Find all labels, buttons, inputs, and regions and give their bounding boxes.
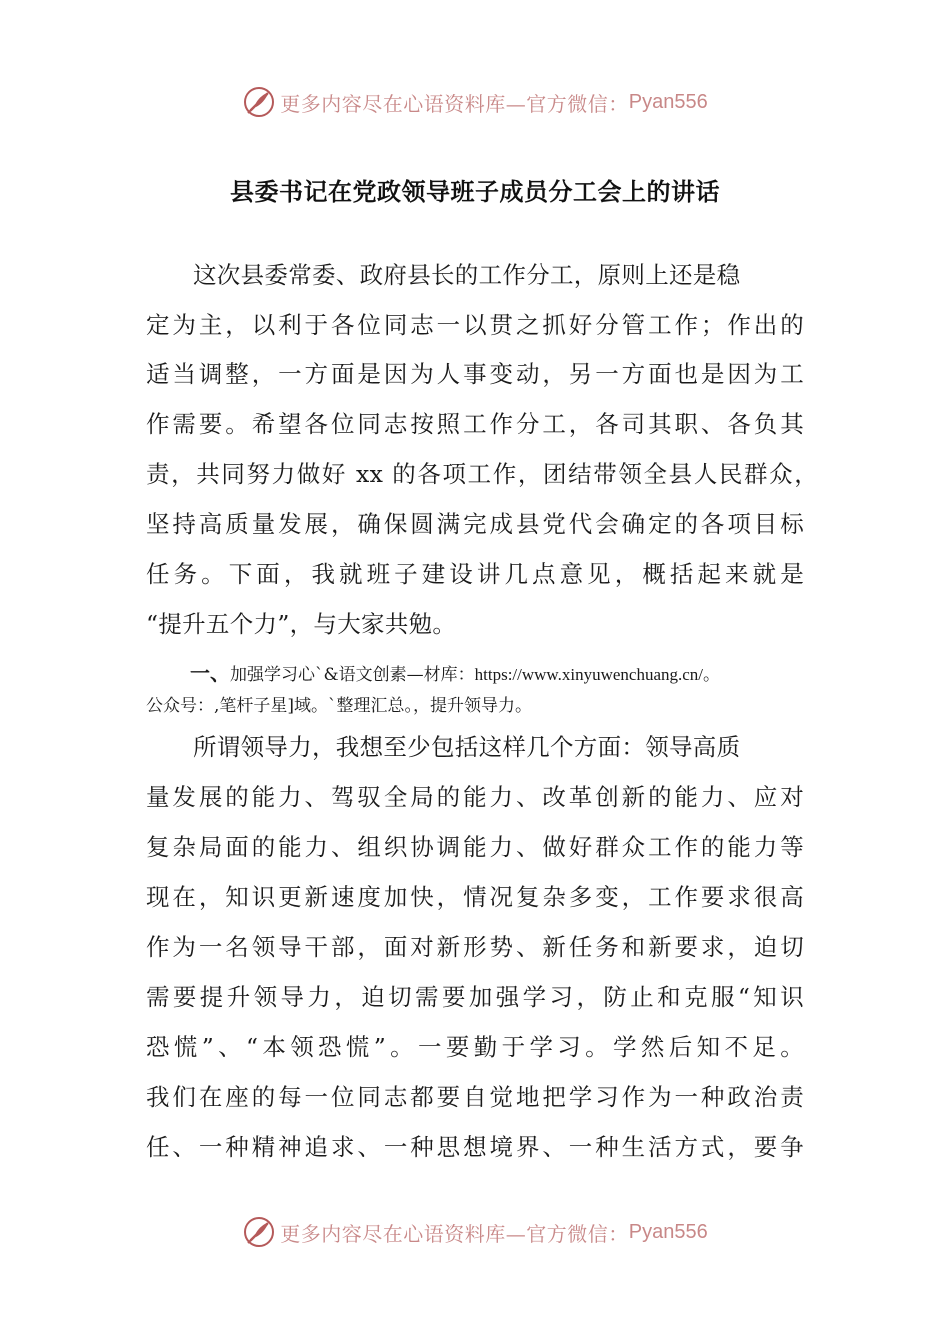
source-link[interactable]: https://www.xinyuwenchuang.cn/: [474, 665, 704, 684]
section-heading-text: 加强学习心`&语文创素—材库：: [230, 665, 475, 685]
paragraph-line: 所谓领导力，我想至少包括这样几个方面：领导高质: [193, 733, 741, 761]
watermark-id: Pyan556: [628, 90, 708, 113]
paragraph-line: 需要提升领导力，迫切需要加强学习，防止和克服“知识: [146, 983, 804, 1011]
quill-logo-icon: [242, 85, 276, 119]
paragraph-line: 任务。下面，我就班子建设讲几点意见，概括起来就是: [146, 560, 804, 588]
document-title: 县委书记在党政领导班子成员分工会上的讲话: [230, 177, 720, 206]
section-heading-line2: 公众号：,笔杆子星]域。`整理汇总。，提升领导力。: [146, 696, 533, 716]
watermark-text: 更多内容尽在心语资料库—官方微信：: [280, 91, 629, 116]
section-heading: [190, 657, 720, 686]
paragraph-line: 适当调整，一方面是因为人事变动，另一方面也是因为工: [146, 360, 804, 388]
watermark-text: 更多内容尽在心语资料库—官方微信：: [280, 1221, 629, 1246]
paragraph-line: 作需要。希望各位同志按照工作分工，各司其职、各负其: [146, 410, 804, 438]
paragraph-line: 坚持高质量发展，确保圆满完成县党代会确定的各项目标: [146, 510, 804, 538]
paragraph-line: 这次县委常委、政府县长的工作分工，原则上还是稳: [193, 261, 741, 289]
section-heading-tail: 。: [703, 665, 721, 685]
paragraph-line: 作为一名领导干部，面对新形势、新任务和新要求，迫切: [146, 933, 804, 961]
paragraph-line: 现在，知识更新速度加快，情况复杂多变，工作要求很高: [146, 883, 804, 911]
paragraph-line: 量发展的能力、驾驭全局的能力、改革创新的能力、应对: [146, 783, 804, 811]
section-number: 一、: [190, 661, 230, 685]
paragraph-line: 我们在座的每一位同志都要自觉地把学习作为一种政治责: [146, 1083, 804, 1111]
paragraph-line: 定为主，以利于各位同志一以贯之抓好分管工作；作出的: [146, 311, 804, 339]
paragraph-line: 责，共同努力做好 xx 的各项工作，团结带领全县人民群众，: [146, 460, 818, 488]
watermark-id: Pyan556: [628, 1220, 708, 1243]
paragraph-line: “提升五个力”，与大家共勉。: [146, 610, 457, 638]
watermark-banner-bottom: [0, 1212, 950, 1252]
paragraph-line: 复杂局面的能力、组织协调能力、做好群众工作的能力等: [146, 833, 804, 861]
paragraph-line: 任、一种精神追求、一种思想境界、一种生活方式，要争: [146, 1133, 804, 1161]
paragraph-line: 恐慌”、“本领恐慌”。一要勤于学习。学然后知不足。: [146, 1033, 804, 1061]
watermark-banner-top: [0, 82, 950, 122]
quill-logo-icon: [242, 1215, 276, 1249]
